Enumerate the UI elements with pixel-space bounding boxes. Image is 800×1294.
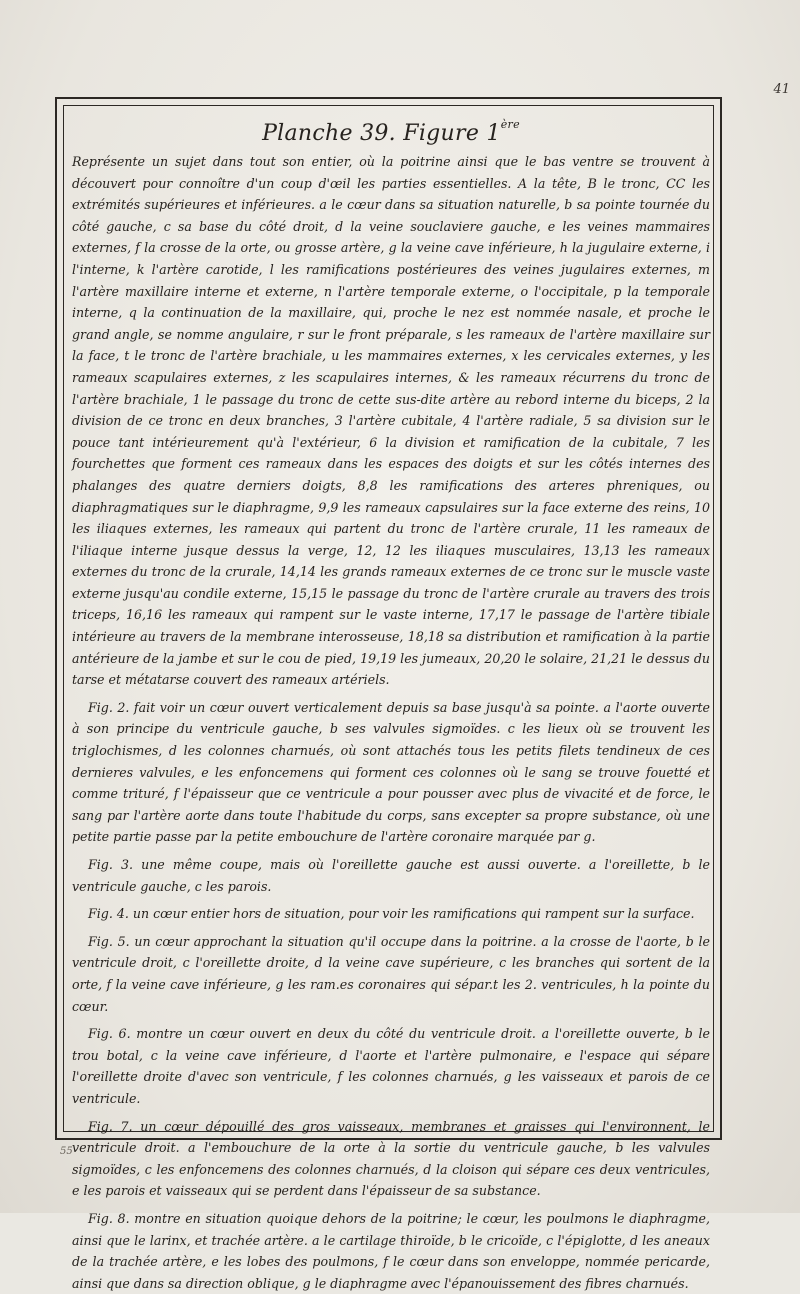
paragraph-figure-4: Fig. 4. un cœur entier hors de situation, pour voir les ramifications qui rampent sur la surface.	[88, 906, 695, 922]
paragraph-figure-3: Fig. 3. une même coupe, mais où l'oreillette gauche est aussi ouverte. a l'oreillette, b le ventricule gauche, c les parois.	[72, 857, 710, 894]
corner-mark: 55	[60, 1146, 73, 1157]
paragraph-figure-7: Fig. 7. un cœur dépouillé des gros vaisseaux, membranes et graisses qui l'environnent, le ventricule droit. a l'embouchure de la orte à la sortie du ventricule gauche, b les valvules sigmoïdes, c les enfoncemens des colonnes charnués, d la cloison qui sépare ces deux ventricules, e les parois et vaisseaux qui se perdent dans l'épaisseur de sa substance.	[72, 1118, 710, 1199]
paragraph-figure-8: Fig. 8. montre en situation quoique dehors de la poitrine; le cœur, les poulmons le diaphragme, ainsi que le larinx, et trachée artère. a le cartilage thiroïde, b le cricoïde, c l'épiglotte, d les aneaux de la trachée artère, e les lobes des poulmons, f le cœur dans son enveloppe, nommée pericarde, ainsi que dans sa direction oblique, g le diaphragme avec l'épanouissement des fibres charnués.	[72, 1210, 710, 1291]
plate-title-superscript: ère	[500, 118, 520, 131]
plate-title	[72, 110, 710, 149]
paragraph-figure-6: Fig. 6. montre un cœur ouvert en deux du côté du ventricule droit. a l'oreillette ouverte, b le trou botal, c la veine cave inférieure, d l'aorte et l'artère pulmonaire, e l'espace qui sépare l'oreillette droite d'avec son ventricule, f les colonnes charnués, g les vaisseaux et parois de ce ventricule.	[72, 1026, 710, 1106]
plate-text-block	[72, 110, 710, 1294]
paragraph-figure-1: Représente un sujet dans tout son entier, où la poitrine ainsi que le bas ventre se trouvent à découvert pour connoître d'un coup d'œil les parties essentielles. A la tête, B le tronc, CC les extrémités supérieures et inférieures. a le cœur dans sa situation naturelle, b sa pointe tournée du côté gauche, c sa base du côté droit, d la veine souclaviere gauche, e les veines mammaires externes, f la crosse de la orte, ou grosse artère, g la veine cave inférieure, h la jugulaire externe, i l'interne, k l'artère carotide, l les ramifications postérieures des veines jugulaires externes, m l'artère maxillaire interne et externe, n l'artère temporale externe, o l'occipitale, p la temporale interne, q la continuation de la maxillaire, qui, proche le nez est nommée nasale, et proche le grand angle, se nomme angulaire, r sur le front préparale, s les rameaux de l'artère maxillaire sur la face, t le tronc de l'artère brachiale, u les mammaires externes, x les cervicales externes, y les rameaux scapulaires externes, z les scapulaires internes, & les rameaux récurrens du tronc de l'artère brachiale, 1 le passage du tronc de cette sus-dite artère au rebord interne du biceps, 2 la division de ce tronc en deux branches, 3 l'artère cubitale, 4 l'artère radiale, 5 sa division sur le pouce tant intérieurement qu'à l'extérieur, 6 la division et ramification de la cubitale, 7 les fourchettes que forment ces rameaux dans les espaces des doigts et sur les côtés internes des phalanges des quatre derniers doigts, 8,8 les ramifications des arteres phreniques, ou diaphragmatiques sur le diaphragme, 9,9 les rameaux capsulaires sur la face externe des reins, 10 les iliaques externes, les rameaux qui partent du tronc de l'artère crurale, 11 les rameaux de l'iliaque interne jusque dessus la verge, 12, 12 les iliaques musculaires, 13,13 les rameaux externes du tronc de la crurale, 14,14 les grands rameaux externes de ce tronc sur le muscle vaste externe jusqu'au condile externe, 15,15 le passage du tronc de l'artère crurale au travers des trois triceps, 16,16 les rameaux qui rampent sur le vaste interne, 17,17 le passage de l'artère tibiale intérieure au travers de la membrane interosseuse, 18,18 sa distribution et ramification à la partie antérieure de la jambe et sur le cou de pied, 19,19 les jumeaux, 20,20 le solaire, 21,21 le dessus du tarse et métatarse couvert des rameaux artériels.	[72, 154, 710, 688]
paragraph-figure-2: Fig. 2. fait voir un cœur ouvert verticalement depuis sa base jusqu'à sa pointe. a l'aorte ouverte à son principe du ventricule gauche, b ses valvules sigmoïdes. c les lieux où se trouvent les triglochismes, d les colonnes charnués, où sont attachés tous les petits filets tendineux de ces dernieres valvules, e les enfoncemens qui forment ces colonnes où le sang se trouve fouetté et comme trituré, f l'épaisseur que ce ventricule a pour pousser avec plus de vivacité et de force, le sang par l'artère aorte dans toute l'habitude du corps, sans excepter sa propre substance, où une petite partie passe par la petite embouchure de l'artère coronaire marquée par g.	[72, 699, 710, 845]
page-number: 41	[773, 82, 790, 97]
plate-title-text: Planche 39. Figure 1	[262, 121, 501, 146]
paragraph-figure-5: Fig. 5. un cœur approchant la situation qu'il occupe dans la poitrine. a la crosse de l'aorte, b le ventricule droit, c l'oreillette droite, d la veine cave supérieure, c les branches qui sortent de la orte, f la veine cave inférieure, g les ram.es coronaires qui sépar.t les 2. ventricules, h la pointe du cœur.	[72, 933, 710, 1014]
